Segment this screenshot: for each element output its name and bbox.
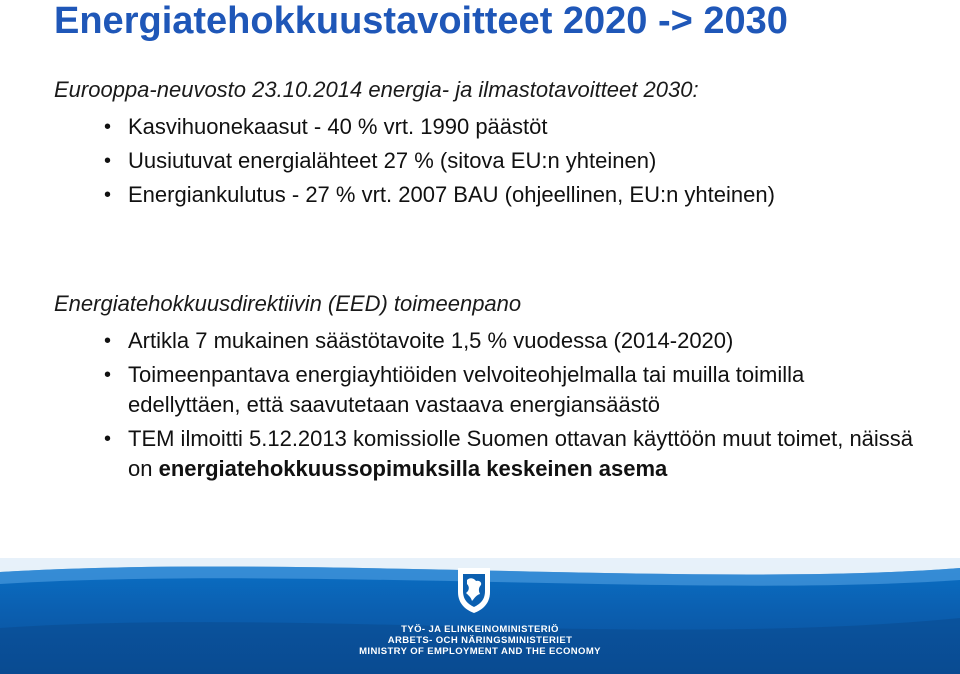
bullet-renewables: • Uusiutuvat energialähteet 27 % (sitova EU:n yhteinen): [102, 146, 922, 176]
bullet-tem-text: TEM ilmoitti 5.12.2013 komissiolle Suomen ottavan käyttöön muut toimet, näissä on: [128, 426, 914, 481]
bullet-tem-bold-text: energiatehokkuussopimuksilla keskeinen asema: [158, 456, 668, 481]
section-heading-eu-council: Eurooppa-neuvosto 23.10.2014 energia- ja ilmastotavoitteet 2030:: [54, 77, 699, 102]
bullet-energy-consumption: • Energiankulutus - 27 % vrt. 2007 BAU (ohjeellinen, EU:n yhteinen): [102, 180, 922, 210]
footer-banner: [0, 558, 960, 674]
ministry-name: [340, 624, 620, 657]
section-heading-eed: Energiatehokkuusdirektiivin (EED) toimeenpano: [54, 291, 522, 316]
slide-title: Energiatehokkuustavoitteet 2020 -> 2030: [54, 0, 788, 42]
ministry-name-fi: TYÖ- JA ELINKEINOMINISTERIÖ: [401, 624, 559, 635]
bullet-list-eed: [102, 326, 922, 488]
bullet-ghg: • Kasvihuonekaasut - 40 % vrt. 1990 päästöt: [102, 112, 922, 142]
lion-crest-icon: [454, 566, 494, 614]
bullet-obligation-scheme: • Toimeenpantava energiayhtiöiden velvoiteohjelmalla tai muilla toimilla edellyttäen, että saavutetaan vastaava energiansäästö: [102, 360, 922, 420]
ministry-name-en: MINISTRY OF EMPLOYMENT AND THE ECONOMY: [359, 646, 601, 657]
ministry-name-sv: ARBETS- OCH NÄRINGSMINISTERIET: [387, 635, 573, 646]
bullet-list-targets: [102, 112, 922, 214]
bullet-article7: • Artikla 7 mukainen säästötavoite 1,5 % vuodessa (2014-2020): [102, 326, 922, 356]
bullet-tem-notice: [102, 424, 922, 484]
